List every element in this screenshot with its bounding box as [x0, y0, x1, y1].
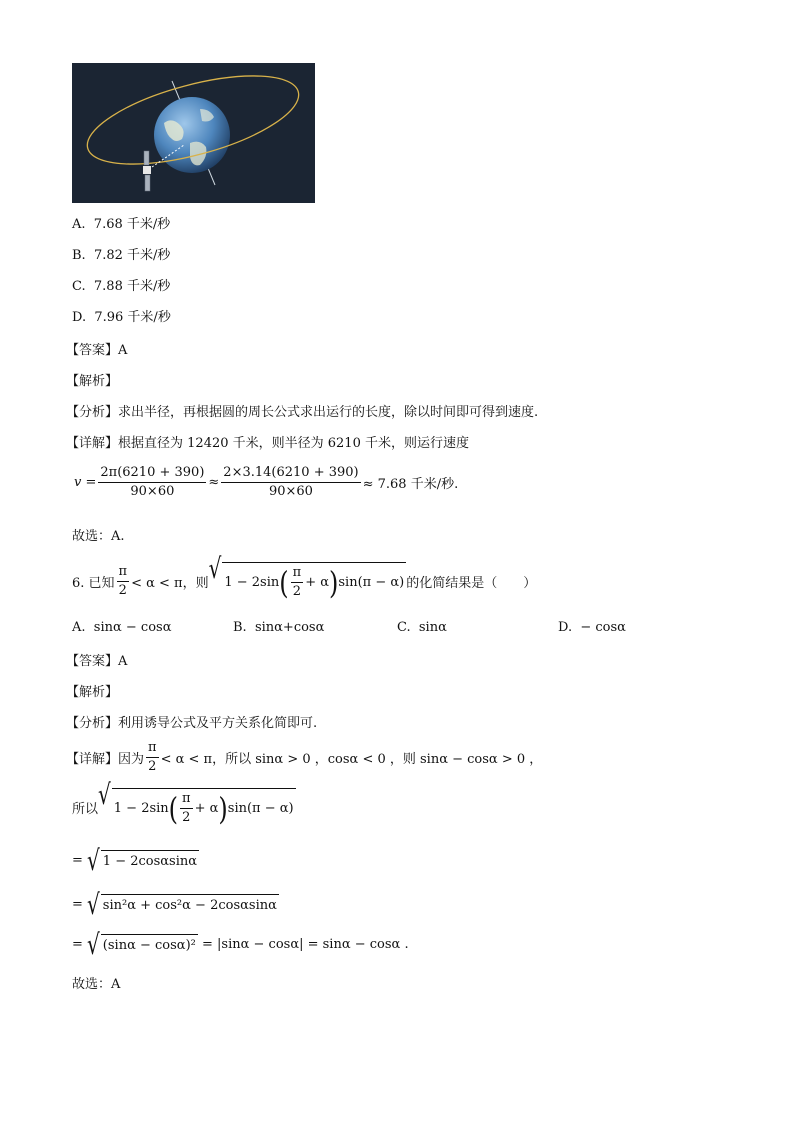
xiangjie-line-q6 — [66, 740, 542, 775]
option-label: A. — [72, 217, 86, 232]
xiangjie-fraction — [146, 740, 159, 775]
radical-body-text: 1 − 2sin — [224, 575, 280, 590]
radical-tail: sin(π − α) — [227, 801, 294, 816]
fenxi-line-q6 — [66, 712, 317, 731]
fraction-numerator: π — [146, 740, 159, 758]
paren-fraction — [291, 565, 304, 600]
option-a-q6 — [72, 620, 172, 635]
choose-text: 故选：A — [72, 977, 121, 992]
analysis-heading-q5 — [66, 370, 118, 389]
step-2-body: sin²α + cos²α − 2cosαsinα — [101, 894, 279, 914]
answer-tag: 【答案】 — [66, 654, 119, 669]
fraction-1 — [98, 465, 206, 500]
option-text: 7.88 千米/秒 — [93, 279, 171, 294]
option-label: C. — [72, 279, 86, 294]
satellite-body — [143, 166, 151, 174]
option-text: sinα — [418, 620, 447, 635]
option-d-q5 — [72, 306, 171, 325]
answer-value: A — [118, 654, 128, 669]
fraction-1-numerator: 2π(6210 + 390) — [98, 465, 206, 483]
q6-radical: √ 1 − 2sin ( $\frac{\pi}{2}$ + α ) sin(π − α) — [208, 551, 405, 601]
option-text: 7.68 千米/秒 — [93, 217, 171, 232]
choose-text: 故选：A. — [72, 529, 125, 544]
fenxi-text: 求出半径，再根据圆的周长公式求出运行的长度，除以时间即可得到速度. — [118, 405, 539, 420]
option-c-q6 — [397, 620, 447, 635]
answer-tag: 【答案】 — [66, 343, 119, 358]
q6-condition-fraction — [117, 564, 130, 599]
fenxi-text: 利用诱导公式及平方关系化简即可. — [118, 716, 318, 731]
xiangjie-prefix: 因为 — [118, 752, 145, 767]
fraction-1-denominator: 90×60 — [130, 484, 175, 499]
fraction-denominator: 2 — [182, 810, 191, 825]
fraction-numerator: π — [180, 791, 193, 809]
step-3-radical: √ (sinα − cosα)² — [87, 927, 196, 961]
choose-line-q6 — [72, 973, 120, 992]
option-text: sinα+cosα — [254, 620, 325, 635]
fraction-denominator: 2 — [148, 759, 157, 774]
step-1 — [72, 843, 199, 877]
option-b-q6 — [233, 620, 324, 635]
fraction-2-denominator: 90×60 — [268, 484, 313, 499]
analysis-tag: 【解析】 — [66, 685, 119, 700]
paren-tail: + α — [305, 575, 329, 590]
option-label: B. — [72, 248, 86, 263]
velocity-formula — [74, 465, 458, 500]
q6-prefix: 6. 已知 — [72, 575, 115, 591]
option-label: C. — [397, 620, 411, 635]
q6-condition-tail: < α < π，则 — [131, 575, 209, 591]
fraction-numerator: π — [291, 565, 304, 583]
option-label: A. — [72, 620, 86, 635]
option-label: D. — [72, 310, 87, 325]
analysis-tag: 【解析】 — [66, 374, 119, 389]
equals-sign: = — [72, 852, 83, 868]
fenxi-tag: 【分析】 — [66, 716, 119, 731]
paren-fraction — [180, 791, 193, 826]
xiangjie-tail: < α < π，所以 sinα > 0 ，cosα < 0 ，则 sinα − cosα > 0 ， — [160, 752, 543, 767]
fraction-2-numerator: 2×3.14(6210 + 390) — [221, 465, 360, 483]
fenxi-line-q5 — [66, 401, 538, 420]
paren-tail: + α — [194, 801, 219, 816]
step-3 — [72, 927, 409, 961]
satellite-orbit-figure — [72, 63, 315, 203]
fraction-denominator: 2 — [292, 584, 302, 599]
approx-sign: ≈ — [208, 475, 220, 490]
option-b-q5 — [72, 244, 170, 263]
choose-line-q5 — [72, 525, 125, 544]
option-text: 7.82 千米/秒 — [93, 248, 171, 263]
option-text: − cosα — [580, 620, 626, 635]
xiangjie-line-q5 — [66, 432, 469, 451]
option-c-q5 — [72, 275, 170, 294]
xiangjie-text: 根据直径为 12420 千米，则半径为 6210 千米，则运行速度 — [118, 436, 469, 451]
satellite-panel-top — [144, 151, 149, 165]
satellite-panel-bottom — [145, 175, 150, 191]
option-a-q5 — [72, 213, 170, 232]
step-1-body: 1 − 2cosαsinα — [101, 850, 199, 870]
answer-line-q6 — [66, 650, 127, 669]
option-label: D. — [558, 620, 573, 635]
step-3-body: (sinα − cosα)² — [101, 934, 198, 954]
radical-body-text: 1 − 2sin — [113, 801, 169, 816]
suoyi-line — [72, 777, 296, 827]
analysis-heading-q6 — [66, 681, 118, 700]
fraction-2 — [221, 465, 360, 500]
suoyi-radical: √ 1 − 2sin ( $\frac{\pi}{2}$ + α ) sin(π − α) — [98, 777, 294, 827]
question-6-stem — [72, 551, 537, 601]
option-text: 7.96 千米/秒 — [94, 310, 171, 325]
option-d-q6 — [558, 620, 626, 635]
xiangjie-tag: 【详解】 — [66, 752, 119, 767]
fraction-numerator: π — [117, 564, 130, 582]
formula-tail: ≈ 7.68 千米/秒. — [362, 477, 459, 492]
equals-sign: = — [72, 896, 83, 912]
radical-tail: sin(π − α) — [338, 575, 405, 590]
step-2-radical: √ sin²α + cos²α − 2cosαsinα — [87, 887, 277, 921]
xiangjie-tag: 【详解】 — [66, 436, 119, 451]
formula-v: v = — [74, 475, 97, 490]
step-1-radical: √ 1 − 2cosαsinα — [87, 843, 198, 877]
q6-suffix: 的化简结果是（ ） — [406, 575, 537, 591]
answer-line-q5 — [66, 339, 127, 358]
step-2 — [72, 887, 279, 921]
option-label: B. — [233, 620, 247, 635]
equals-sign: = — [72, 936, 83, 952]
fraction-denominator: 2 — [118, 582, 127, 598]
step-3-tail: = |sinα − cosα| = sinα − cosα . — [202, 936, 409, 952]
earth-orbit-illustration — [72, 63, 315, 203]
option-text: sinα − cosα — [93, 620, 172, 635]
suoyi-text: 所以 — [72, 801, 99, 817]
fenxi-tag: 【分析】 — [66, 405, 119, 420]
answer-value: A — [118, 343, 128, 358]
